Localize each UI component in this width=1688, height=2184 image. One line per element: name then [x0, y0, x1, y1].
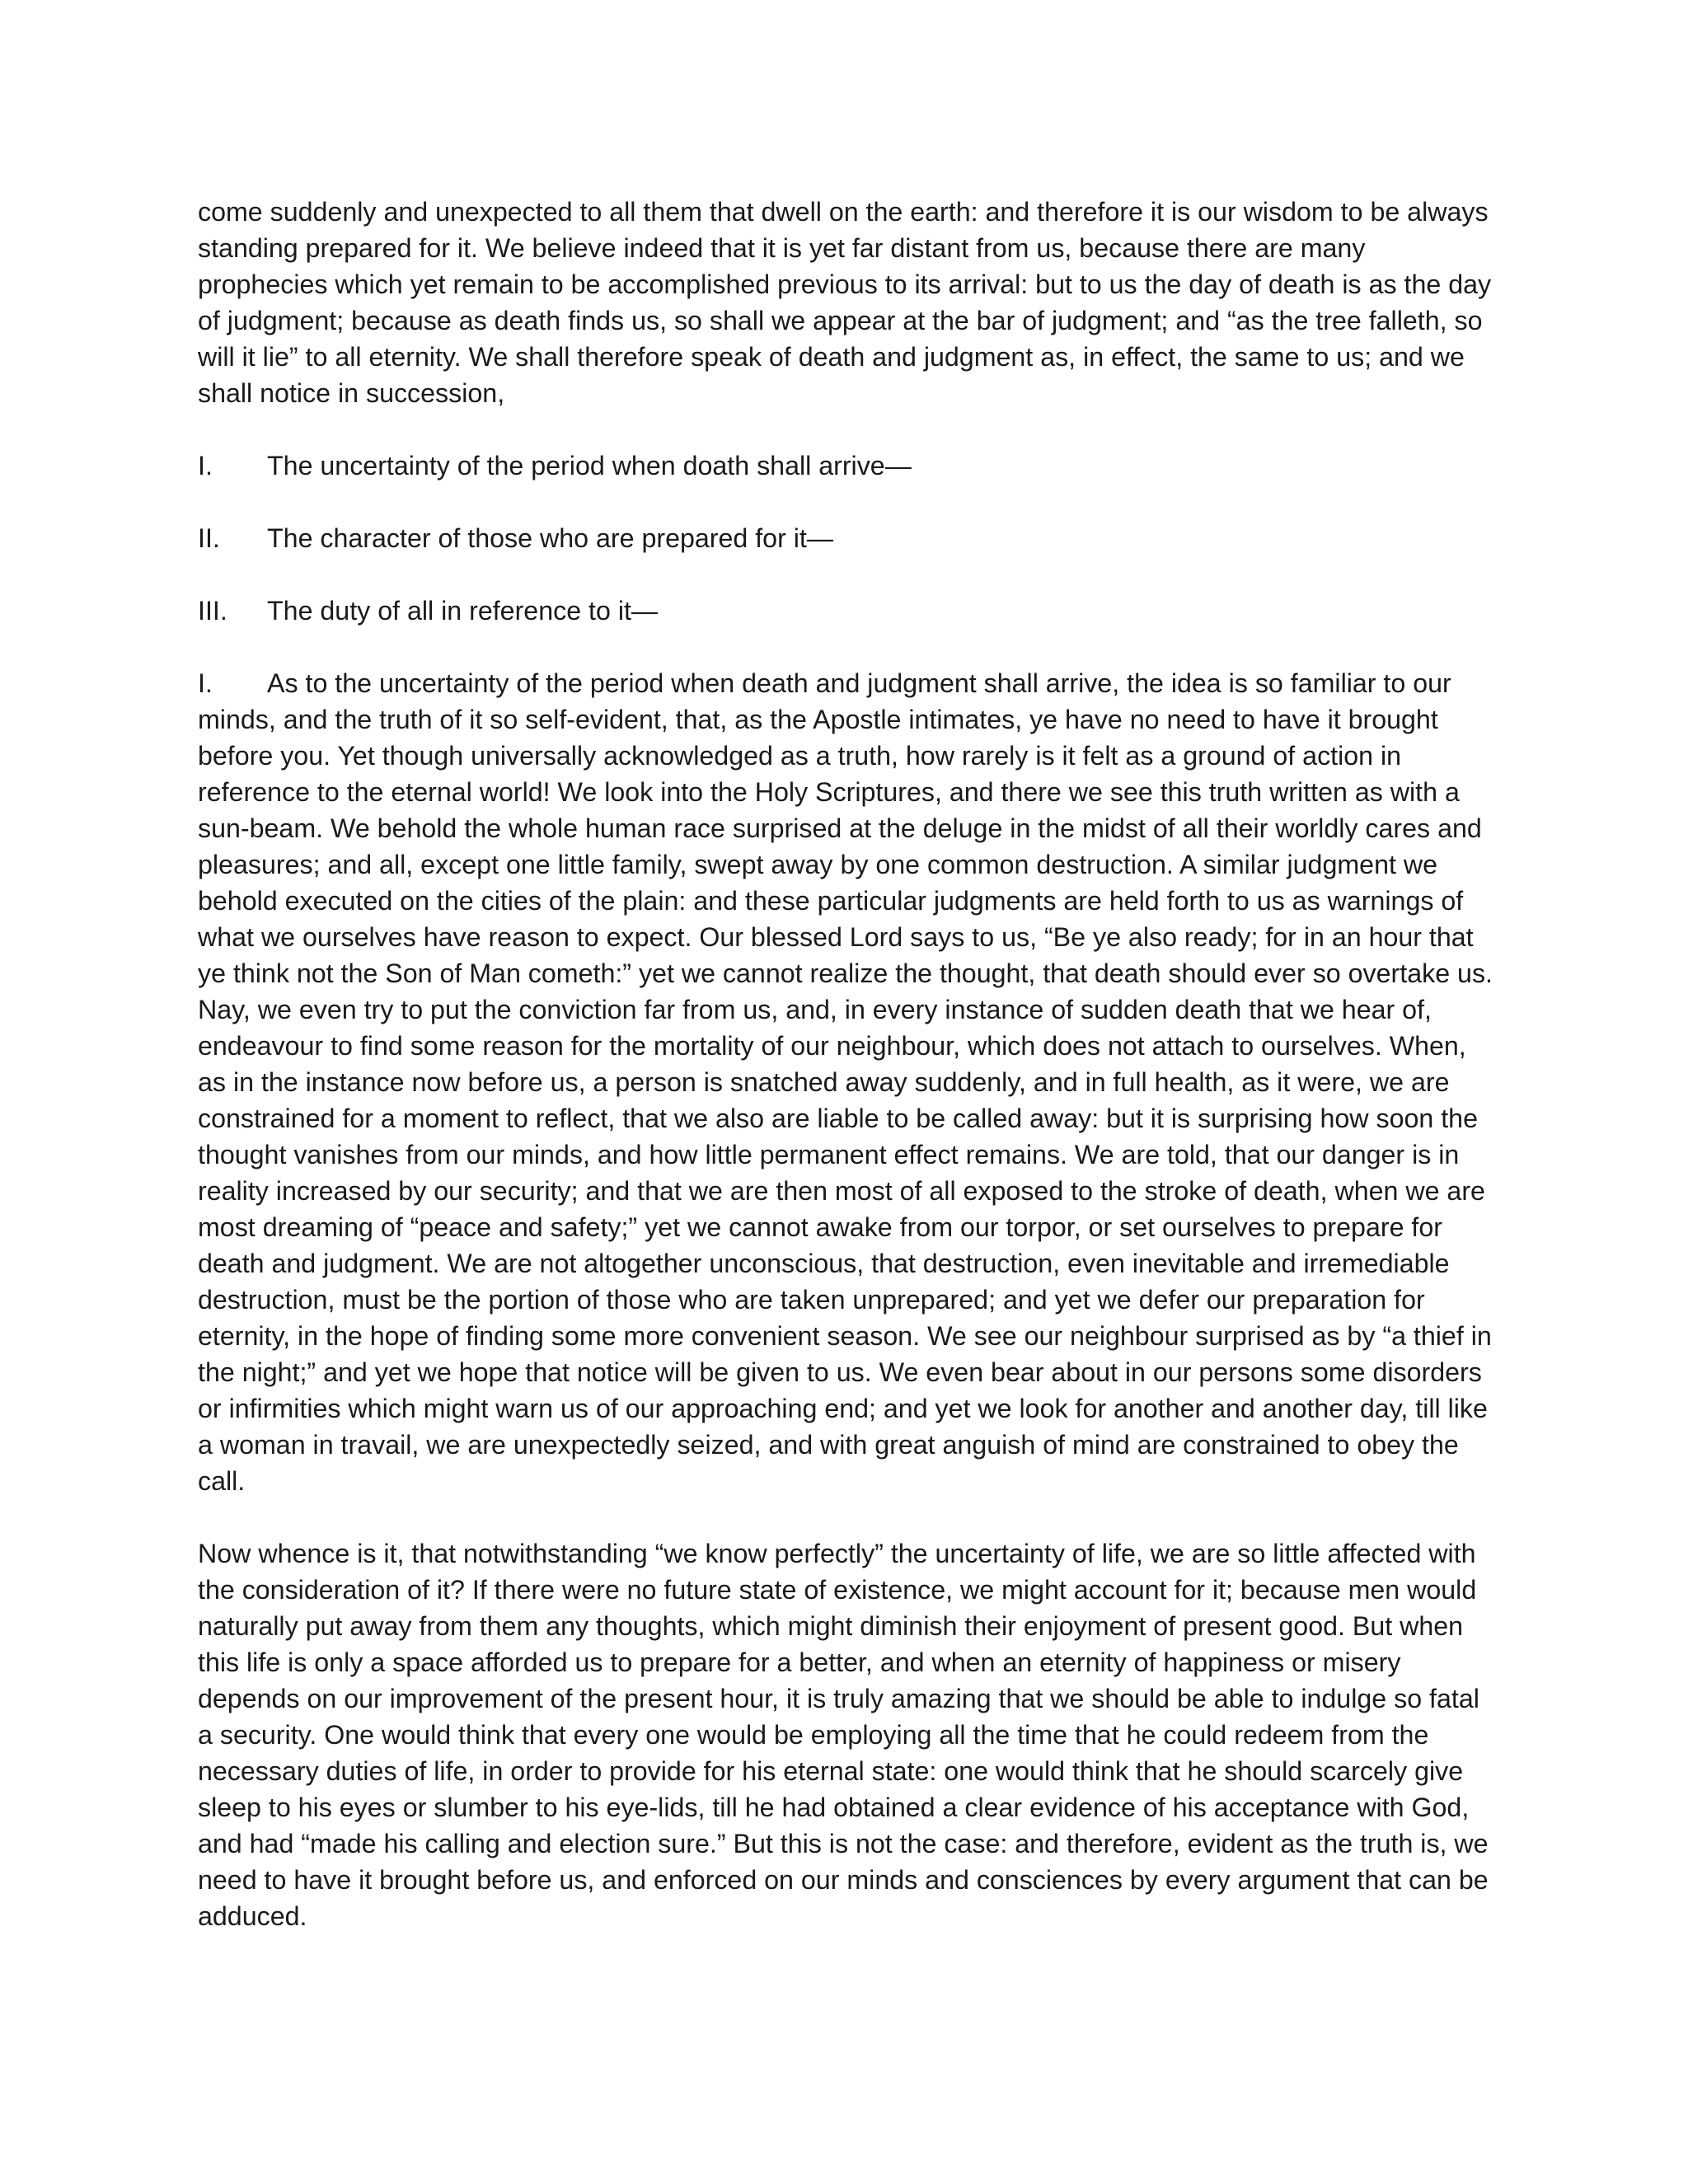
outline-text: The character of those who are prepared for it—	[267, 523, 834, 553]
paragraph-gap	[198, 556, 1500, 593]
outline-number: II.	[198, 523, 220, 553]
outline-number: I.	[198, 451, 213, 480]
outline-item-1	[198, 448, 1500, 484]
intro-paragraph: come suddenly and unexpected to all them that dwell on the earth: and therefore it is our wisdom to be always standing prepared for it. We believe indeed that it is yet far distant from us, because there are many prophecies which yet remain to be accomplished previous to its arrival: but to us the day of death is as the day of judgment; because as death finds us, so shall we appear at the bar of judgment; and “as the tree falleth, so will it lie” to all eternity. We shall therefore speak of death and judgment as, in effect, the same to us; and we shall notice in succession,	[198, 197, 1492, 408]
section-number: I.	[198, 668, 213, 698]
document-body	[198, 194, 1500, 1934]
outline-item-3	[198, 593, 1500, 629]
paragraph-gap	[198, 629, 1500, 665]
outline-item-2	[198, 520, 1500, 556]
paragraph-gap	[198, 1499, 1500, 1535]
closing-paragraph: Now whence is it, that notwithstanding “we know perfectly” the uncertainty of life, we are so little affected with the consideration of it? If there were no future state of existence, we might account for it; because men would naturally put away from them any thoughts, which might diminish their enjoyment of present good. But when this life is only a space afforded us to prepare for a better, and when an eternity of happiness or misery depends on our improvement of the present hour, it is truly amazing that we should be able to indulge so fatal a security. One would think that every one would be employing all the time that he could redeem from the necessary duties of life, in order to provide for his eternal state: one would think that he should scarcely give sleep to his eyes or slumber to his eye-lids, till he had obtained a clear evidence of his acceptance with God, and had “made his calling and election sure.” But this is not the case: and therefore, evident as the truth is, we need to have it brought before us, and enforced on our minds and consciences by every argument that can be adduced.	[198, 1539, 1489, 1931]
section-one-text: As to the uncertainty of the period when death and judgment shall arrive, the idea is so familiar to our minds, and the truth of it so self-evident, that, as the Apostle intimates, ye have no need to have it brought before you. Yet though universally acknowledged as a truth, how rarely is it felt as a ground of action in reference to the eternal world! We look into the Holy Scriptures, and there we see this truth written as with a sun-beam. We behold the whole human race surprised at the deluge in the midst of all their worldly cares and pleasures; and all, except one little family, swept away by one common destruction. A similar judgment we behold executed on the cities of the plain: and these particular judgments are held forth to us as warnings of what we ourselves have reason to expect. Our blessed Lord says to us, “Be ye also ready; for in an hour that ye think not the Son of Man cometh:” yet we cannot realize the thought, that death should ever so overtake us. Nay, we even try to put the conviction far from us, and, in every instance of sudden death that we hear of, endeavour to find some reason for the mortality of our neighbour, which does not attach to ourselves. When, as in the instance now before us, a person is snatched away suddenly, and in full health, as it were, we are constrained for a moment to reflect, that we also are liable to be called away: but it is surprising how soon the thought vanishes from our minds, and how little permanent effect remains. We are told, that our danger is in reality increased by our security; and that we are then most of all exposed to the stroke of death, when we are most dreaming of “peace and safety;” yet we cannot awake from our torpor, or set ourselves to prepare for death and judgment. We are not altogether unconscious, that destruction, even inevitable and irremediable destruction, must be the portion of those who are taken unprepared; and yet we defer our preparation for eternity, in the hope of finding some more convenient season. We see our neighbour surprised as by “a thief in the night;” and yet we hope that notice will be given to us. We even bear about in our persons some disorders or infirmities which might warn us of our approaching end; and yet we look for another and another day, till like a woman in travail, we are unexpectedly seized, and with great anguish of mind are constrained to obey the call.	[198, 668, 1493, 1496]
outline-number: III.	[198, 596, 227, 626]
section-one-paragraph	[198, 665, 1500, 1499]
paragraph-gap	[198, 411, 1500, 448]
outline-text: The duty of all in reference to it—	[267, 596, 659, 626]
outline-text: The uncertainty of the period when doath shall arrive—	[267, 451, 912, 480]
paragraph-gap	[198, 484, 1500, 520]
